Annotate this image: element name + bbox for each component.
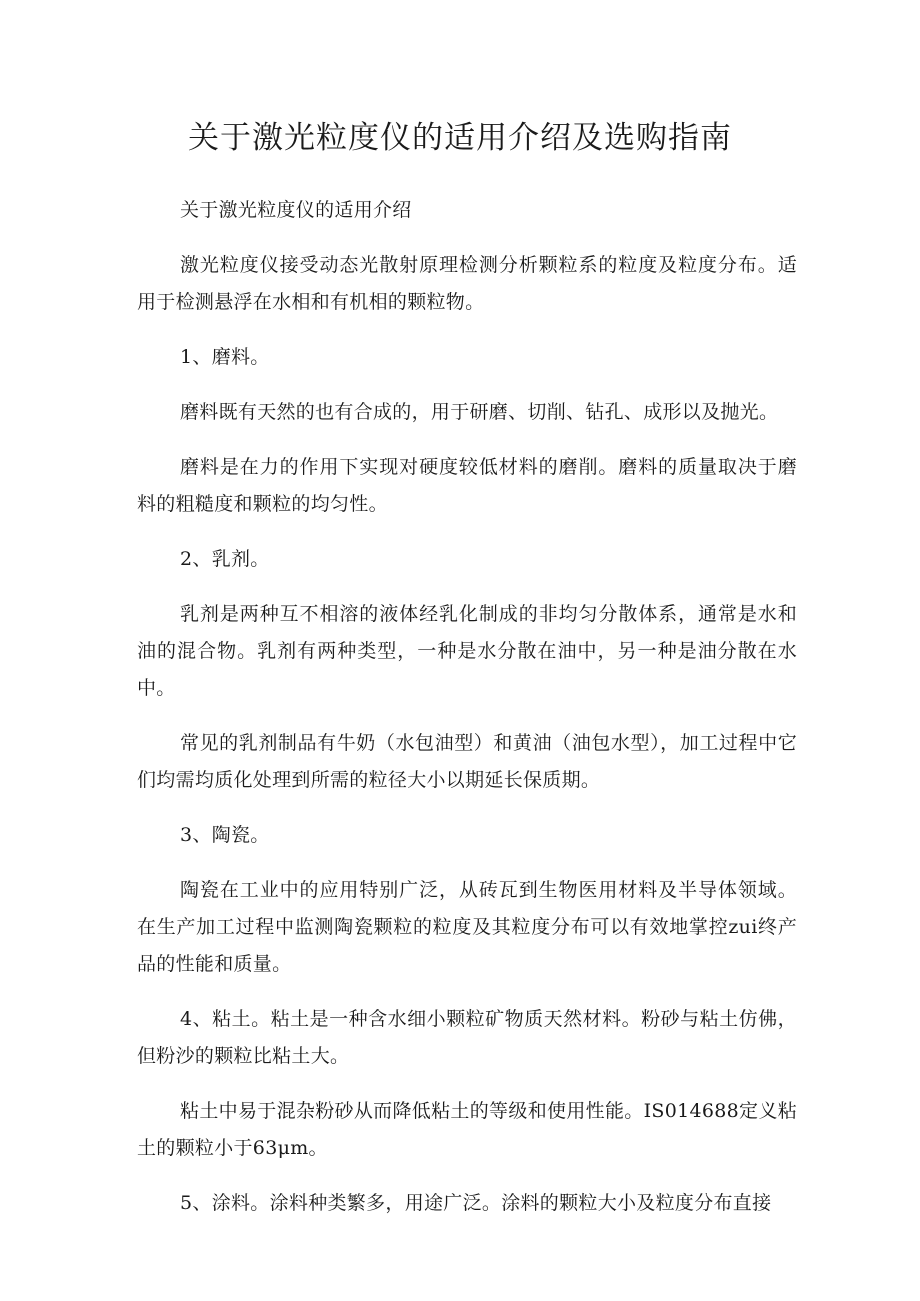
document-body — [137, 192, 797, 1240]
list-item-heading: 3、陶瓷。 — [180, 824, 270, 846]
body-paragraph: 磨料是在力的作用下实现对硬度较低材料的磨削。磨料的质量取决于磨料的粗糙度和颗粒的均匀性。 — [137, 456, 797, 515]
body-paragraph: 陶瓷在工业中的应用特别广泛，从砖瓦到生物医用材料及半导体领域。在生产加工过程中监测陶瓷颗粒的粒度及其粒度分布可以有效地掌控zui终产品的性能和质量。 — [137, 879, 797, 975]
section-heading: 关于激光粒度仪的适用介绍 — [180, 199, 412, 221]
body-paragraph: 粘土中易于混杂粉砂从而降低粘土的等级和使用性能。IS014688定义粘土的颗粒小于63μm。 — [137, 1100, 797, 1159]
body-paragraph: 5、涂料。涂料种类繁多，用途广泛。涂料的颗粒大小及粒度分布直接 — [180, 1192, 772, 1214]
body-paragraph: 4、粘土。粘土是一种含水细小颗粒矿物质天然材料。粉砂与粘土仿佛，但粉沙的颗粒比粘土大。 — [137, 1008, 797, 1067]
list-item-heading: 2、乳剂。 — [180, 548, 270, 570]
body-paragraph: 常见的乳剂制品有牛奶（水包油型）和黄油（油包水型），加工过程中它们均需均质化处理到所需的粒径大小以期延长保质期。 — [137, 732, 797, 791]
body-paragraph: 乳剂是两种互不相溶的液体经乳化制成的非均匀分散体系，通常是水和油的混合物。乳剂有两种类型，一种是水分散在油中，另一种是油分散在水中。 — [137, 603, 797, 699]
body-paragraph: 磨料既有天然的也有合成的，用于研磨、切削、钻孔、成形以及抛光。 — [180, 401, 779, 423]
body-paragraph: 激光粒度仪接受动态光散射原理检测分析颗粒系的粒度及粒度分布。适用于检测悬浮在水相和有机相的颗粒物。 — [137, 254, 797, 313]
document-title: 关于激光粒度仪的适用介绍及选购指南 — [188, 120, 732, 156]
list-item-heading: 1、磨料。 — [180, 346, 270, 368]
